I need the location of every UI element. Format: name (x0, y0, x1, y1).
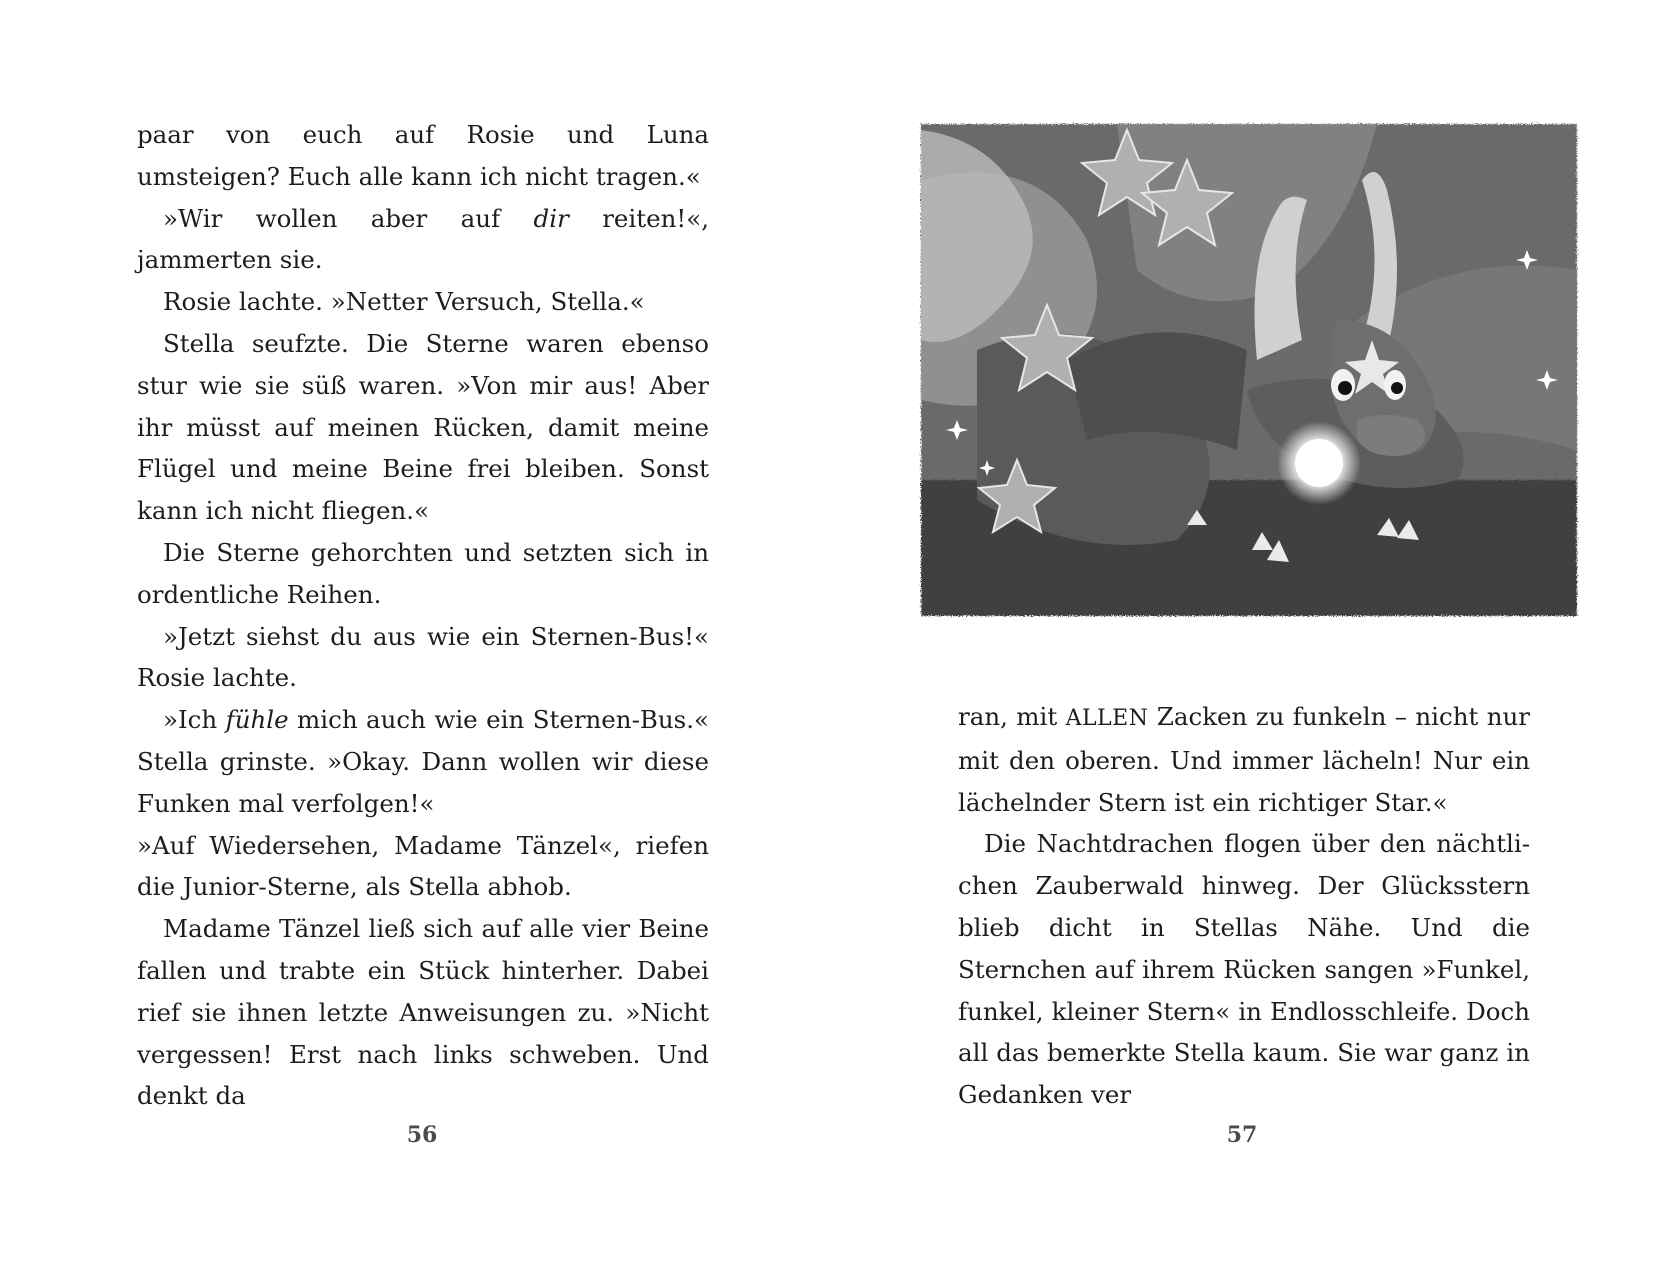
paragraph (137, 114, 709, 198)
text-run: paar von euch auf Rosie und Luna umsteigen? Euch alle kann ich nicht tragen.« (137, 120, 709, 191)
text-run: Madame Tänzel ließ sich auf alle vier Beine fallen und trabte ein Stück hinterher. Dabei rief sie ihnen letzte Anweisungen zu. »Nicht vergessen! Erst nach links schweben. Und denkt da (137, 914, 709, 1111)
text-run: »Ich (163, 705, 226, 735)
paragraph (958, 823, 1530, 1116)
right-page (827, 0, 1654, 1270)
paragraph (137, 616, 709, 700)
text-run: Zacken zu funkeln – nicht nur mit den oberen. Und immer lächeln! Nur ein lächelnder Stern ist ein richtiger Star.« (958, 702, 1530, 817)
paragraph (137, 532, 709, 616)
emphasis-text: fühle (225, 705, 289, 735)
text-run: Stella seufzte. Die Sterne waren ebenso stur wie sie süß waren. »Von mir aus! Aber ihr müsst auf meinen Rücken, damit meine Flügel und meine Beine frei bleiben. Sonst kann ich nicht fliegen.« (137, 328, 709, 526)
text-run: Rosie lachte. »Netter Versuch, Stella.« (163, 287, 645, 317)
left-body-text (137, 114, 709, 1117)
text-run: Die Nachtdrachen flogen über den nächtlichen Zauberwald hinweg. Der Glücksstern blieb dicht in Stellas Nähe. Und die Sternchen auf ihrem Rücken sangen »Funkel, funkel, kleiner Stern« in Endlosschleife. Doch all das bemerkte Stella kaum. Sie war ganz in Gedanken ver (958, 829, 1530, 1110)
paragraph (137, 198, 709, 282)
paragraph (137, 281, 709, 323)
text-run: »Jetzt siehst du aus wie ein Sternen-Bus!« Rosie lachte. (137, 621, 709, 693)
paragraph (137, 323, 709, 532)
dragon-illustration (917, 120, 1581, 620)
page-number-left: 56 (406, 1122, 438, 1148)
caps-text: ALLEN (1065, 706, 1149, 731)
text-run: »Auf Wiedersehen, Madame Tänzel«, riefen die Junior-Sterne, als Stella abhob. (137, 830, 709, 902)
paragraph (137, 699, 709, 824)
text-run: reiten!«, jammerten sie. (137, 203, 709, 275)
paragraph (137, 908, 709, 1117)
text-run: mich auch wie ein Sternen-Bus.« Stella grinste. »Okay. Dann wollen wir diese Funken mal verfolgen!« (137, 705, 709, 818)
page-number-right: 57 (1226, 1122, 1258, 1148)
right-body-text (958, 696, 1530, 1116)
text-run: Die Sterne gehorchten und setzten sich in ordentliche Reihen. (137, 537, 709, 609)
paragraph (137, 825, 709, 909)
paragraph (958, 696, 1530, 823)
text-run: »Wir wollen aber auf (163, 203, 534, 233)
text-run: ran, mit (958, 702, 1066, 731)
emphasis-text: dir (533, 203, 569, 233)
